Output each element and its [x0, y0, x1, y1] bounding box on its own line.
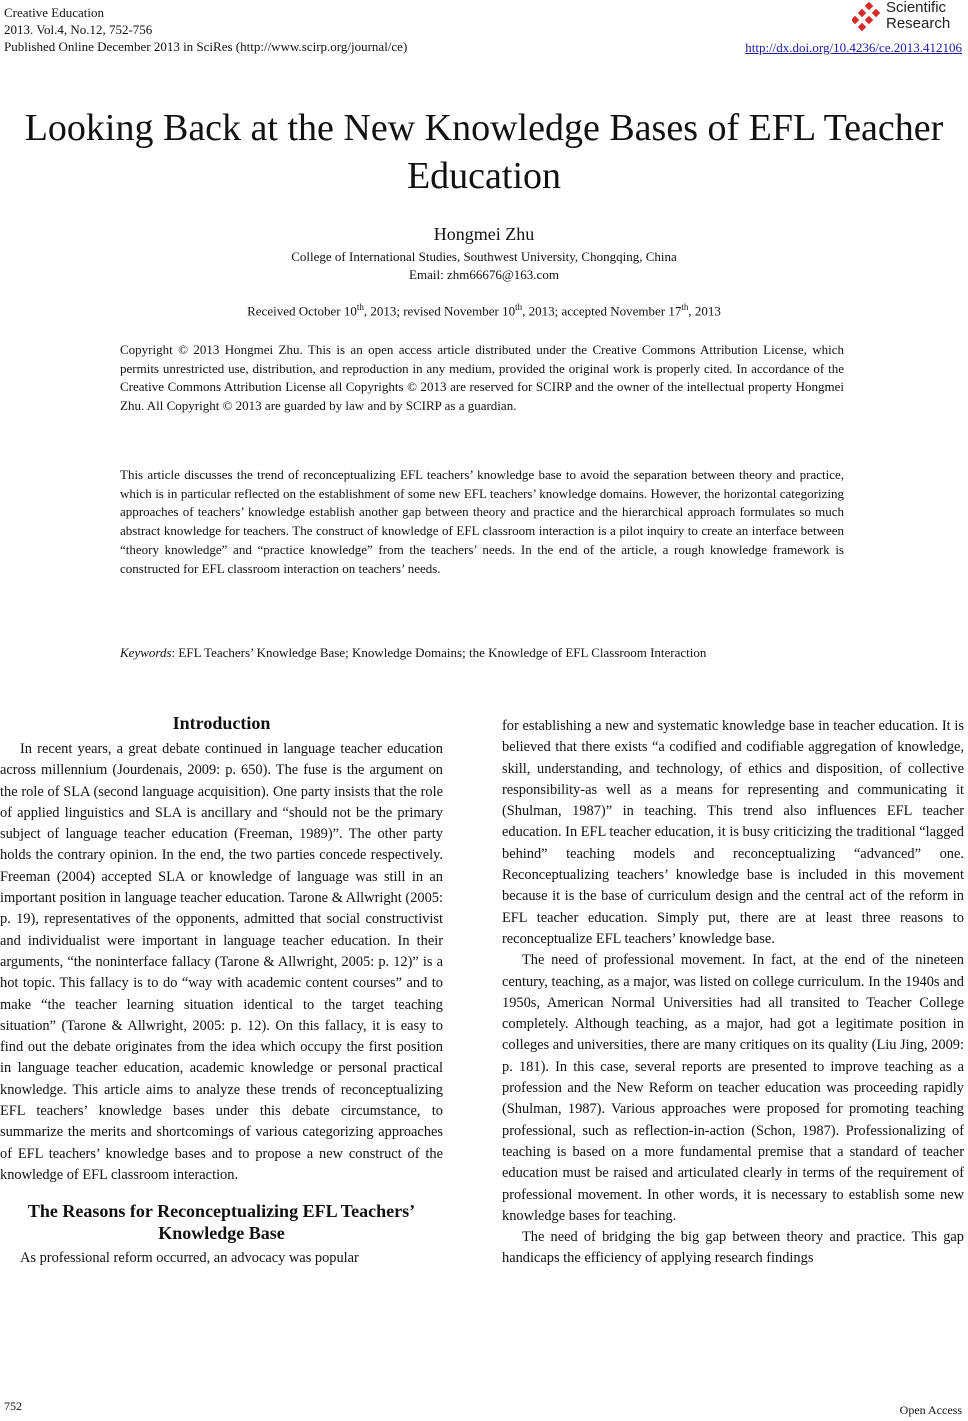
received-text: Received October 10: [247, 303, 357, 319]
affiliation: College of International Studies, Southwest University, Chongqing, China: [291, 249, 677, 264]
body-paragraph: The need of professional movement. In fact, at the end of the nineteen century, teaching, as a major, was listed on college curriculum. In the 1940s and 1950s, American Normal Universities had all transited to Teacher College completely. Although teaching, as a major, had got a legitimate position in colleges and universities, there are many critiques on its quality (Liu Jing, 2009: p. 181). In this case, several reports are presented to improve teaching as a profession and the New Reform on teacher education was proceeding rapidly (Shulman, 1987). Various approaches were proposed for promoting teaching professional, such as reflection-in-action (Schon, 1987). Professionalizing of teaching is based on a more fundamental premise that a standard of teacher education must be raised and articulated clearly in terms of the requirement of professional movement. In other words, it is necessary to establish some new knowledge bases for teaching.: [502, 952, 964, 1224]
received-sup: th: [356, 302, 364, 312]
publication-info: Published Online December 2013 in SciRes (http://www.scirp.org/journal/ce): [4, 39, 408, 54]
left-column: [0, 712, 443, 1270]
revised-sup: th: [515, 302, 523, 312]
keywords-label: Keywords: [120, 645, 172, 660]
revised-text: , 2013; revised November 10: [363, 303, 516, 319]
keywords: Keywords: EFL Teachers’ Knowledge Base; Knowledge Domains; the Knowledge of EFL Classroom Interaction: [120, 644, 844, 663]
abstract: This article discusses the trend of reconceptualizing EFL teachers’ knowledge base to avoid the separation between theory and practice, which is in particular reflected on the establishment of some new EFL teachers’ knowledge domains. However, the horizontal categorizing approaches of teachers’ knowledge establish another gap between theory and practice and the hierarchical approach formulates so much abstract knowledge for teachers. The construct of knowledge of EFL classroom interaction is a pilot inquiry to create an interface between “theory knowledge” and “practice knowledge” from the teachers’ needs. In the end of the article, a rough knowledge framework is constructed for EFL classroom interaction on teachers’ needs.: [120, 467, 844, 576]
logo-line2: Research: [886, 15, 951, 32]
keywords-text: EFL Teachers’ Knowledge Base; Knowledge Domains; the Knowledge of EFL Classroom Interaction: [178, 645, 707, 660]
scientific-research-logo-icon: [852, 2, 886, 32]
received-dates: [0, 302, 968, 319]
body-paragraph: for establishing a new and systematic knowledge base in teacher education. It is believed that there exists “a codified and codifiable aggregation of knowledge, skill, understanding, and technology, of ethics and disposition, of collective responsibility-as well as a means for representing and communicating it (Shulman, 1987)” in teaching. This trend also influences EFL teacher education. In EFL teacher education, it is busy criticizing the traditional “lagged behind” teaching models and reconceptualizing “advanced” one. Reconceptualizing teachers’ knowledge base is included in this movement because it is the base of curriculum design and the central act of the reform in EFL teacher education. Simply put, there are at least three reasons to reconceptualize EFL teachers’ knowledge base.: [502, 718, 964, 947]
publisher-logo: [852, 0, 962, 36]
section-heading-introduction: Introduction: [172, 713, 271, 733]
accepted-text: , 2013; accepted November 17: [522, 303, 682, 319]
author-email: Email: zhm66676@163.com: [409, 267, 559, 282]
copyright-notice: Copyright © 2013 Hongmei Zhu. This is an open access article distributed under the Creative Commons Attribution License, which permits unrestricted use, distribution, and reproduction in any medium, provided the original work is properly cited. In accordance of the Creative Commons Attribution License all Copyrights © 2013 are reserved for SCIRP and the owner of the intellectual property Hongmei Zhu. All Copyright © 2013 are guarded by law and by SCIRP as a guardian.: [120, 342, 844, 414]
right-column: [502, 716, 964, 1270]
page-number: 752: [4, 1399, 22, 1413]
journal-name: Creative Education: [4, 5, 104, 20]
logo-line1: Scientific: [886, 0, 947, 16]
open-access-label: Open Access: [899, 1403, 962, 1417]
accepted-sup: th: [681, 302, 689, 312]
reasons-paragraph: As professional reform occurred, an advocacy was popular: [20, 1250, 359, 1267]
journal-header: [4, 4, 407, 55]
author-name: Hongmei Zhu: [433, 224, 535, 244]
intro-paragraph: In recent years, a great debate continued in language teacher education across millennium (Jourdenais, 2009: p. 650). The fuse is the argument on the role of SLA (second language acquisition). One party insists that the role of applied linguistics and SLA is ancillary and “should not be the primary subject of language teacher education (Freeman, 1989)”. The other party holds the contrary opinion. In the end, the two parties concede respectively. Freeman (2004) accepted SLA or knowledge of language was still in an important position in language teacher education. Tarone & Allwright (2005: p. 19), representatives of the opponents, admitted that social constructivist and individualist were important in language teacher education. In their arguments, “the noninterface fallacy (Tarone & Allwright, 2005: p. 12)” is a hot topic. This fallacy is to do “way with academic content courses” and to make “the teacher learning situation identical to the target teaching situation” (Tarone & Allwright, 2005: p. 12). On this fallacy, it is easy to find out the debate originates from the idea which occupy the first position in language teacher education, academic knowledge or personal practical knowledge. This article aims to analyze these trends of reconceptualizing EFL teachers’ knowledge bases under this debate circumstance, to summarize the merits and shortcomings of various categorizing approaches of EFL teachers’ knowledge bases and to propose a new construct of the knowledge of EFL classroom interaction.: [0, 741, 443, 1183]
received-year: , 2013: [688, 303, 721, 319]
section-heading-reasons: The Reasons for Reconceptualizing EFL Teachers’ Knowledge Base: [27, 1201, 416, 1244]
doi-link[interactable]: http://dx.doi.org/10.4236/ce.2013.412106: [745, 40, 962, 55]
body-paragraph: The need of bridging the big gap between theory and practice. This gap handicaps the efficiency of applying research findings: [502, 1229, 964, 1267]
article-title: Looking Back at the New Knowledge Bases of EFL Teacher Education: [24, 107, 944, 197]
journal-volume: 2013. Vol.4, No.12, 752-756: [4, 22, 153, 37]
